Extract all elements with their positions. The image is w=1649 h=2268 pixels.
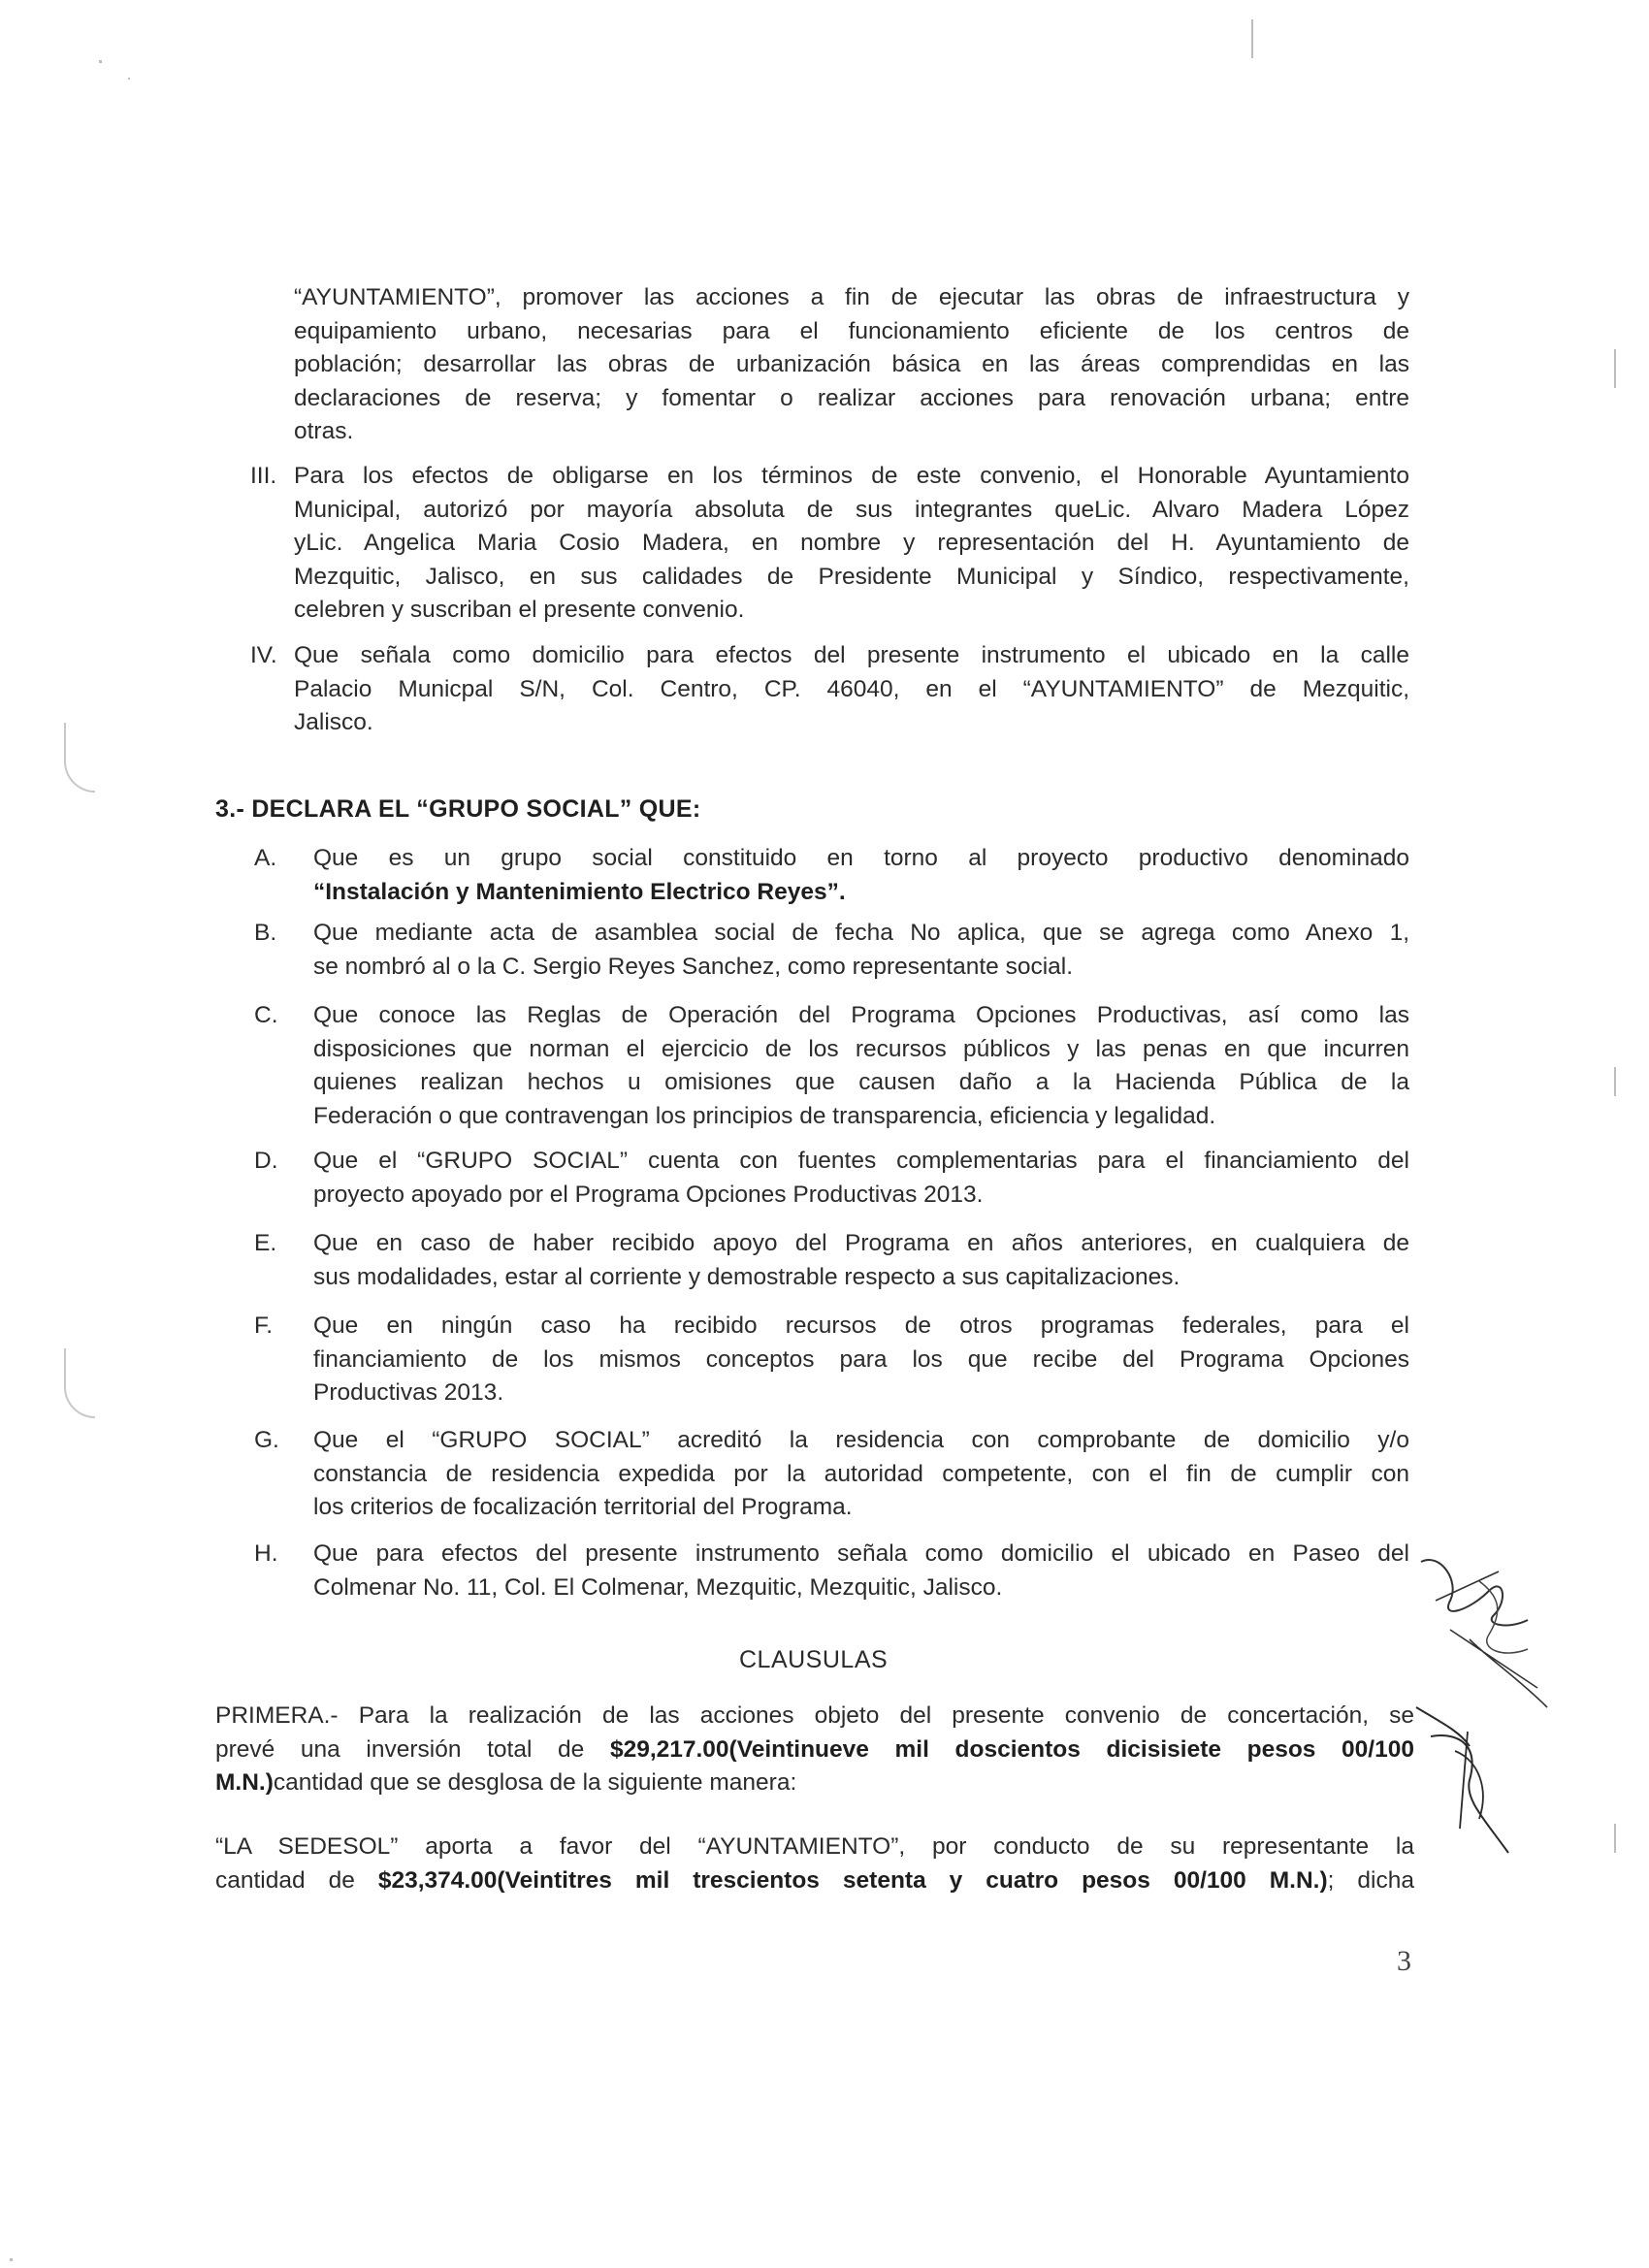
text-line: Municipal, autorizó por mayoría absoluta de sus integrantes queLic. Alvaro Madera López [294,496,1409,523]
text-run: cantidad de [215,1866,378,1894]
text-line: constancia de residencia expedida por la autoridad competente, con el fin de cumplir con [313,1460,1409,1487]
text-line: Federación o que contravengan los principios de transparencia, eficiencia y legalidad. [313,1102,1216,1129]
declaration-a [313,842,1409,909]
clause-sedesol [215,1831,1414,1897]
scan-speck [99,60,102,63]
text-line: “LA SEDESOL” aporta a favor del “AYUNTAMIENTO”, por conducto de su representante la [215,1833,1414,1860]
text-line: sus modalidades, estar al corriente y demostrable respecto a sus capitalizaciones. [313,1263,1180,1290]
item-label-e: E. [254,1230,277,1256]
text-line: Que en caso de haber recibido apoyo del Programa en años anteriores, en cualquiera de [313,1230,1409,1256]
text-line: Colmenar No. 11, Col. El Colmenar, Mezquitic, Mezquitic, Jalisco. [313,1573,1003,1601]
signature-initials-top [1411,1542,1557,1717]
item-label-g: G. [254,1427,279,1453]
text-line: proyecto apoyado por el Programa Opciones Productivas 2013. [313,1181,984,1208]
text-line: yLic. Angelica Maria Cosio Madera, en nombre y representación del H. Ayuntamiento de [294,530,1409,556]
text-run: cantidad que se desglosa de la siguiente manera: [273,1769,797,1796]
text-line: Que mediante acta de asamblea social de fecha No aplica, que se agrega como Anexo 1, [313,920,1409,946]
item-label-c: C. [254,1002,278,1028]
item-label-d: D. [254,1148,278,1174]
text-run: prevé una inversión total de [215,1735,610,1763]
text-line [215,1733,1414,1767]
punch-hole-mark [64,1348,95,1418]
item-label-iii: III. [250,463,277,489]
text-line [215,1766,1414,1800]
text-line: población; desarrollar las obras de urbanización básica en las áreas comprendidas en las [294,351,1409,377]
text-run: ; dicha [1327,1866,1414,1894]
text-line: equipamiento urbano, necesarias para el funcionamiento eficiente de los centros de [294,317,1409,344]
text-line: Palacio Municpal S/N, Col. Centro, CP. 46040, en el “AYUNTAMIENTO” de Mezquitic, [294,675,1409,702]
text-line: quienes realizan hechos u omisiones que causen daño a la Hacienda Pública de la [313,1069,1409,1095]
text-line: PRIMERA.- Para la realización de las acciones objeto del presente convenio de concertación, se [215,1702,1414,1729]
clause-primera [215,1700,1414,1800]
declaration-iv [294,639,1409,740]
declaration-f [313,1310,1409,1410]
scan-speck [1614,1824,1616,1853]
declaration-g [313,1424,1409,1525]
scan-speck [128,78,130,80]
text-line: Que señala como domicilio para efectos del presente instrumento el ubicado en la calle [294,642,1409,668]
text-line: los criterios de focalización territorial del Programa. [313,1494,853,1520]
text-line: financiamiento de los mismos conceptos para los que recibe del Programa Opciones [313,1345,1409,1373]
declaration-d [313,1145,1409,1212]
item-label-b: B. [254,920,277,946]
item-label-a: A. [254,845,277,871]
text-line: celebren y suscriban el presente convenio. [294,597,745,623]
text-line [215,1864,1414,1898]
clauses-title: CLAUSULAS [739,1646,889,1673]
currency-suffix: M.N.) [215,1769,274,1796]
scan-speck [1251,19,1253,58]
scan-speck [1614,349,1616,388]
scan-speck [1614,1067,1616,1096]
text-line: “AYUNTAMIENTO”, promover las acciones a fin de ejecutar las obras de infraestructura y [294,284,1409,310]
project-name [313,876,1409,910]
text-line: Que para efectos del presente instrumento señala como domicilio el ubicado en Paseo del [313,1540,1409,1567]
item-label-f: F. [254,1312,274,1339]
section-heading: 3.- DECLARA EL “GRUPO SOCIAL” QUE: [215,795,701,823]
page-number: 3 [1397,1945,1411,1977]
text-line: Productivas 2013. [313,1379,504,1406]
text-line: Mezquitic, Jalisco, en sus calidades de Presidente Municipal y Síndico, respectivamente, [294,563,1409,590]
text-line: Que conoce las Reglas de Operación del Programa Opciones Productivas, así como las [313,1002,1409,1028]
declaration-c [313,999,1409,1133]
item-label-h: H. [254,1540,278,1567]
item-label-iv: IV. [250,642,277,668]
text-line: otras. [294,418,354,444]
text-line: Que es un grupo social constituido en torno al proyecto productivo denominado [313,845,1409,871]
sedesol-amount: $23,374.00(Veintitres mil trescientos setenta y cuatro pesos 00/100 M.N.) [377,1866,1328,1894]
text-line: Que en ningún caso ha recibido recursos de otros programas federales, para el [313,1312,1409,1339]
declaration-h [313,1538,1409,1604]
text-line: Jalisco. [294,709,373,735]
text-line: se nombró al o la C. Sergio Reyes Sanchez, como representante social. [313,953,1074,980]
total-amount: $29,217.00(Veintinueve mil doscientos dicisisiete pesos 00/100 [609,1735,1414,1763]
text-line: declaraciones de reserva; y fomentar o realizar acciones para renovación urbana; entre [294,384,1409,411]
text-line: Que el “GRUPO SOCIAL” cuenta con fuentes complementarias para el financiamiento del [313,1148,1409,1174]
declaration-e [313,1227,1409,1294]
project-name-text: “Instalación y Mantenimiento Electrico Reyes”. [313,878,846,905]
declaration-b [313,917,1409,984]
signature-initials-bottom [1411,1693,1518,1867]
continuation-paragraph [294,281,1409,449]
punch-hole-mark [64,723,95,793]
declaration-iii [294,460,1409,628]
scan-speck [10,2258,13,2261]
text-line: Para los efectos de obligarse en los términos de este convenio, el Honorable Ayuntamiento [294,463,1409,489]
text-line: Que el “GRUPO SOCIAL” acreditó la residencia con comprobante de domicilio y/o [313,1427,1409,1453]
text-line: disposiciones que norman el ejercicio de los recursos públicos y las penas en que incurren [313,1035,1409,1062]
